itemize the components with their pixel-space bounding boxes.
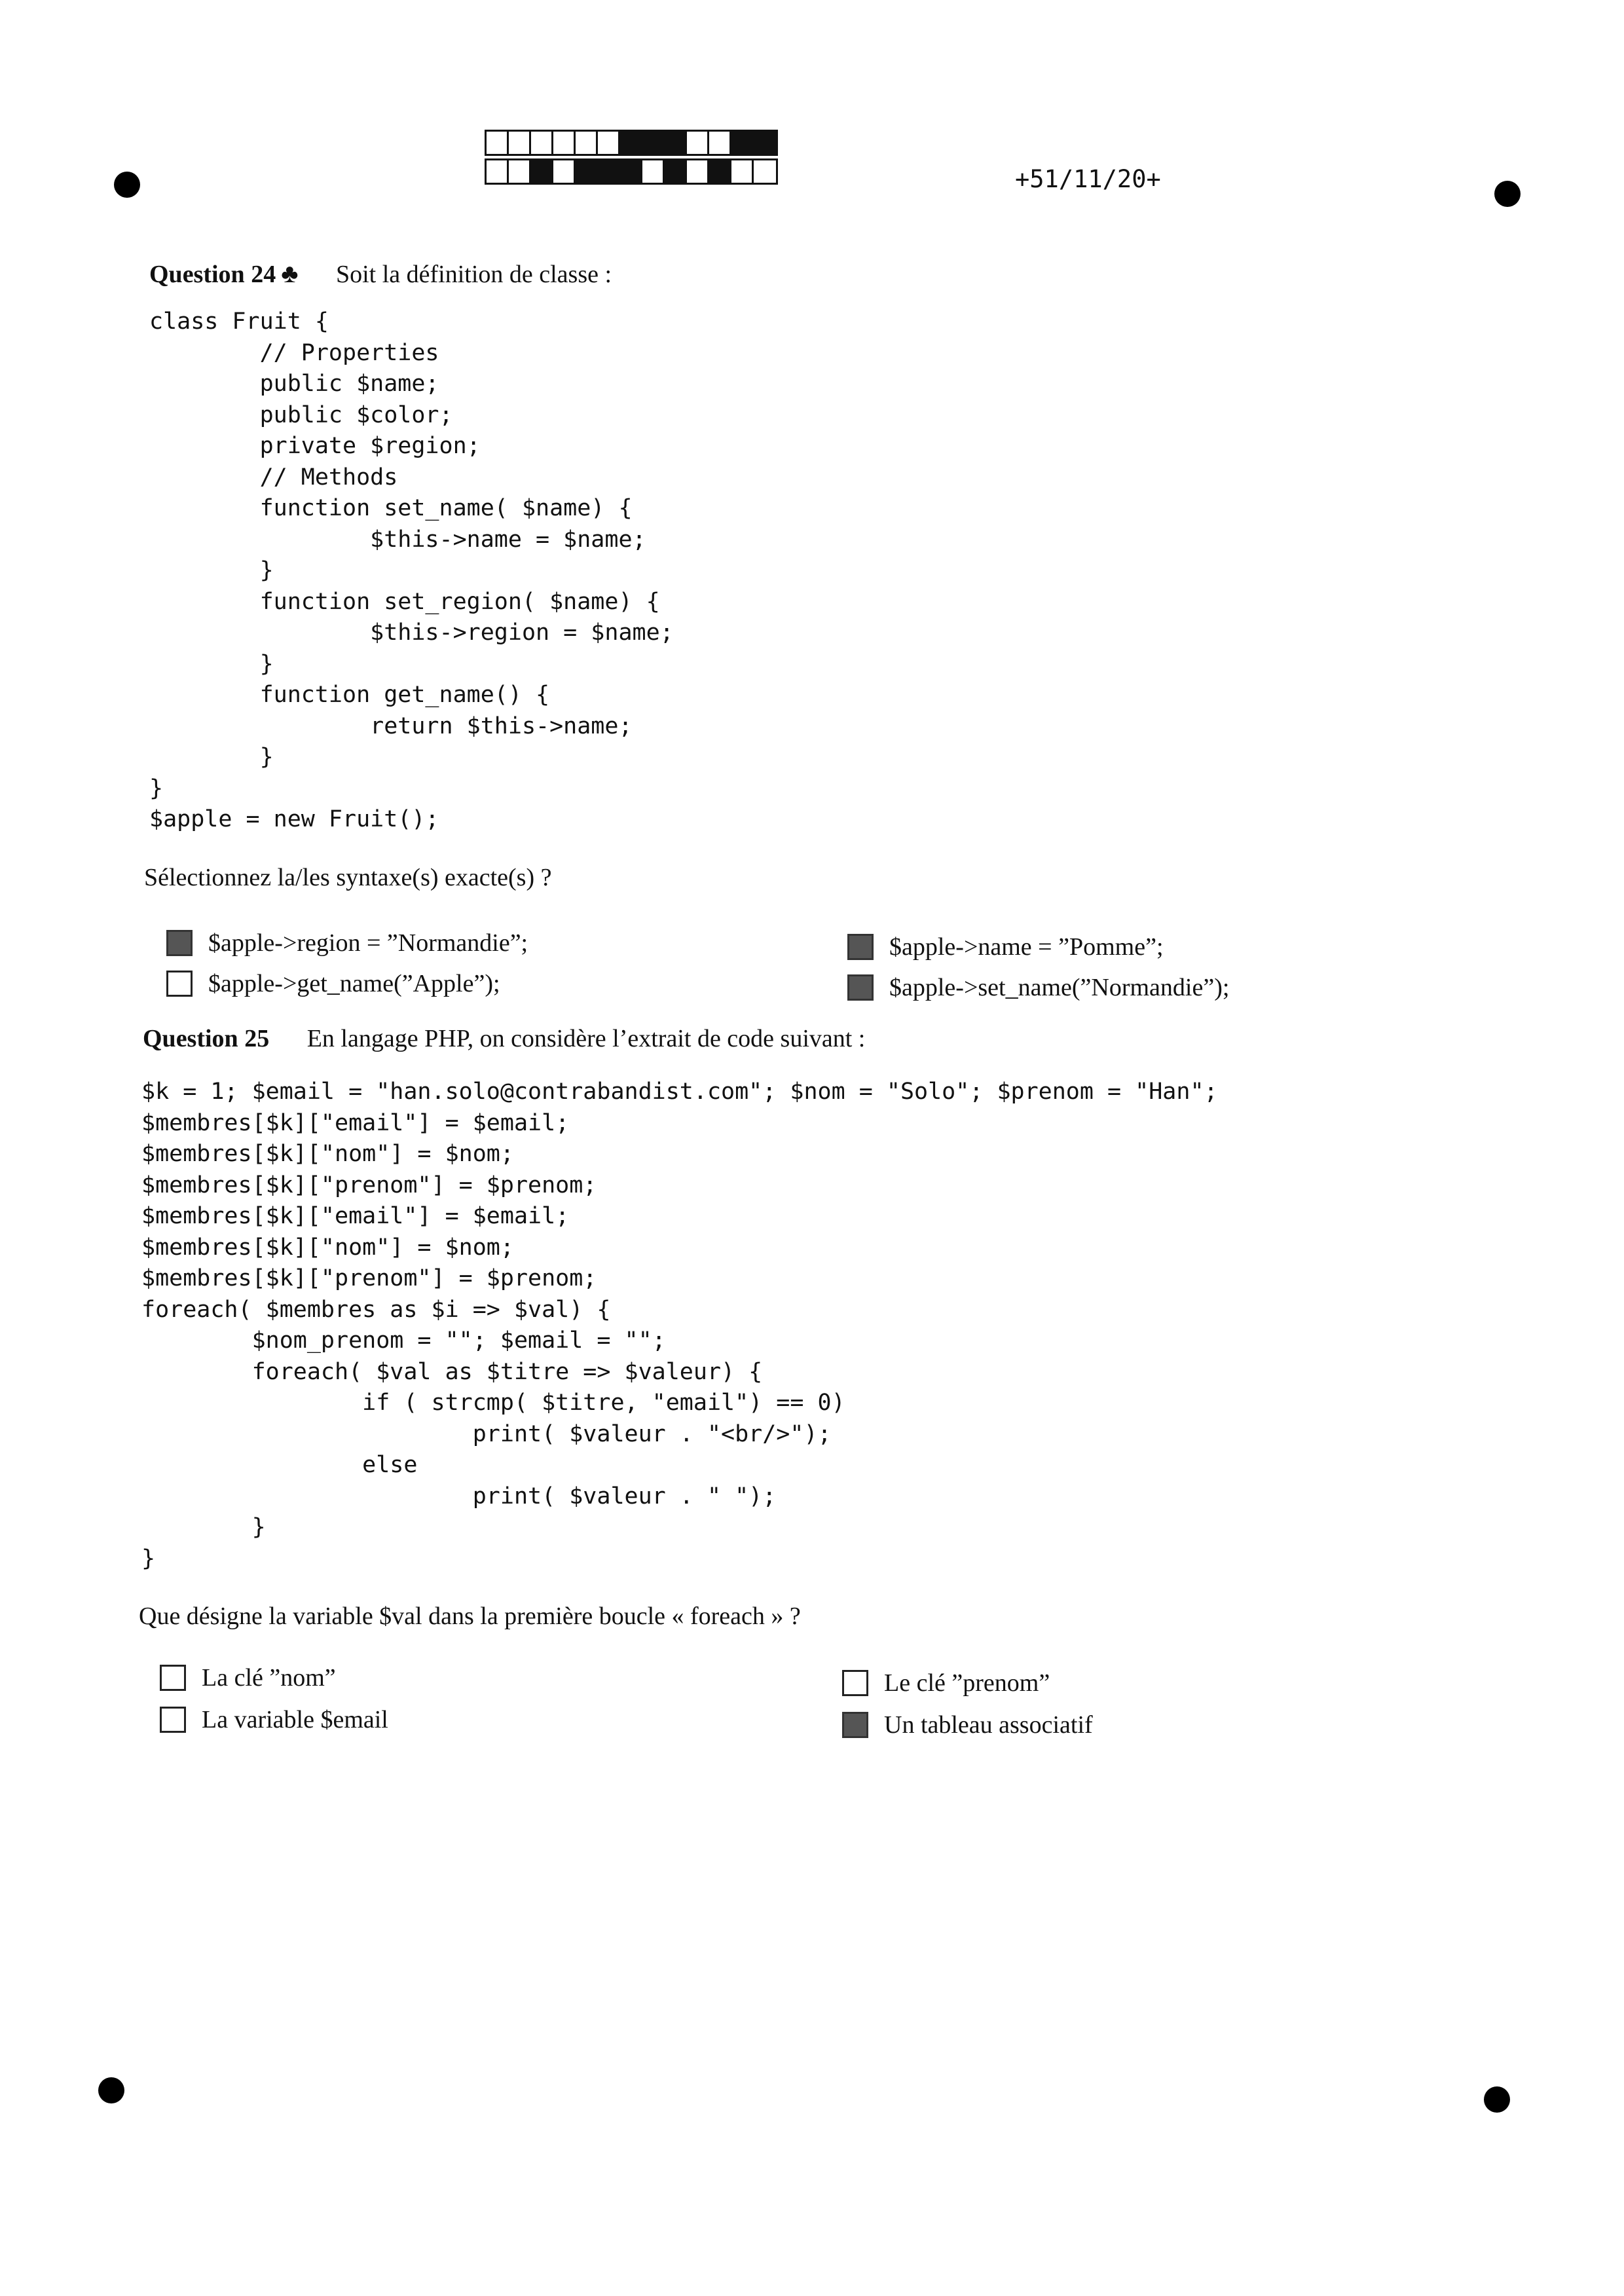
registration-mark-top-left [114, 172, 140, 198]
question-24-label: Question 24 ♣ [149, 259, 299, 288]
barcode-cell [531, 160, 553, 183]
q25-answer-4[interactable] [842, 1711, 1093, 1739]
q24-answer-3-checkbox[interactable] [847, 934, 874, 960]
question-25-label: Question 25 [143, 1025, 270, 1052]
q24-answer-2-label: $apple->get_name(”Apple”); [208, 970, 500, 997]
q25-answer-2[interactable] [160, 1705, 388, 1734]
q25-answer-2-checkbox[interactable] [160, 1707, 186, 1733]
question-25-header [143, 1024, 865, 1053]
barcode-row-2 [485, 158, 778, 185]
registration-mark-bottom-right [1484, 2086, 1510, 2113]
q25-answer-1-checkbox[interactable] [160, 1665, 186, 1691]
barcode-cell [620, 160, 642, 183]
barcode-cell [709, 160, 731, 183]
barcode-cell [642, 160, 665, 183]
barcode-cell [598, 132, 620, 154]
sheet-code: +51/11/20+ [1015, 165, 1161, 193]
club-icon: ♣ [281, 259, 299, 288]
q25-answer-1[interactable] [160, 1663, 336, 1692]
q25-answer-3-label: Le clé ”prenom” [884, 1669, 1050, 1697]
q24-answer-2-checkbox[interactable] [166, 971, 193, 997]
barcode-cell [731, 160, 754, 183]
q24-answer-2[interactable] [166, 969, 500, 998]
barcode-cell [642, 132, 665, 154]
q24-answer-4[interactable] [847, 973, 1229, 1002]
barcode-row-1 [485, 130, 778, 156]
barcode-cell [576, 132, 598, 154]
q25-answer-3-checkbox[interactable] [842, 1670, 868, 1696]
barcode-cell [665, 160, 687, 183]
question-24-code: class Fruit { // Properties public $name; public $color; private $region; // Methods function set_name( $name) { $this->name = $name; } function set_region( $name) { $this->region = $name; } function get_name() { return $this->name; } } $apple = new Fruit(); [149, 308, 674, 832]
barcode-cell [754, 160, 776, 183]
barcode-cell [553, 132, 576, 154]
barcode-cell [731, 132, 754, 154]
barcode-cell [665, 132, 687, 154]
barcode-cell [687, 160, 709, 183]
barcode-cell [531, 132, 553, 154]
barcode-cell [553, 160, 576, 183]
barcode-cell [576, 160, 598, 183]
barcode-cell [598, 160, 620, 183]
registration-mark-bottom-left [98, 2077, 124, 2103]
q24-answer-3-label: $apple->name = ”Pomme”; [889, 933, 1164, 961]
barcode-cell [487, 132, 509, 154]
question-24-header [149, 258, 612, 289]
q24-answer-1[interactable] [166, 929, 528, 957]
q25-answer-1-label: La clé ”nom” [202, 1664, 336, 1692]
barcode-cell [487, 160, 509, 183]
q24-answer-1-label: $apple->region = ”Normandie”; [208, 929, 528, 957]
barcode-cell [709, 132, 731, 154]
question-25-prompt: Que désigne la variable $val dans la première boucle « foreach » ? [139, 1602, 801, 1630]
question-24-text: Soit la définition de classe : [335, 261, 612, 288]
barcode-cell [687, 132, 709, 154]
q24-answer-3[interactable] [847, 933, 1164, 961]
q25-answer-4-checkbox[interactable] [842, 1712, 868, 1738]
q25-answer-2-label: La variable $email [202, 1706, 388, 1733]
barcode-cell [509, 160, 531, 183]
question-24-prompt: Sélectionnez la/les syntaxe(s) exacte(s) ? [144, 864, 552, 891]
q24-answer-4-checkbox[interactable] [847, 974, 874, 1001]
barcode-cell [509, 132, 531, 154]
q24-answer-1-checkbox[interactable] [166, 930, 193, 956]
q24-answer-4-label: $apple->set_name(”Normandie”); [889, 974, 1230, 1001]
barcode-cell [620, 132, 642, 154]
q25-answer-3[interactable] [842, 1669, 1050, 1697]
question-25-code: $k = 1; $email = "han.solo@contrabandist.com"; $nom = "Solo"; $prenom = "Han"; $membres[$k]["email"] = $email; $membres[$k]["nom"] = $nom; $membres[$k]["prenom"] = $prenom; $membres[$k]["email"] = $email; $membres[$k]["nom"] = $nom; $membres[$k]["prenom"] = $prenom; foreach( $membres as $i => $val) { $nom_prenom = ""; $email = ""; foreach( $val as $titre => $valeur) { if ( strcmp( $titre, "email") == 0) print( $valeur . "<br/>"); else print( $valeur . " "); } } [141, 1079, 1218, 1572]
question-25-text: En langage PHP, on considère l’extrait de code suivant : [306, 1025, 866, 1052]
barcode-cell [754, 132, 776, 154]
registration-mark-top-right [1494, 181, 1521, 207]
q25-answer-4-label: Un tableau associatif [884, 1711, 1093, 1739]
